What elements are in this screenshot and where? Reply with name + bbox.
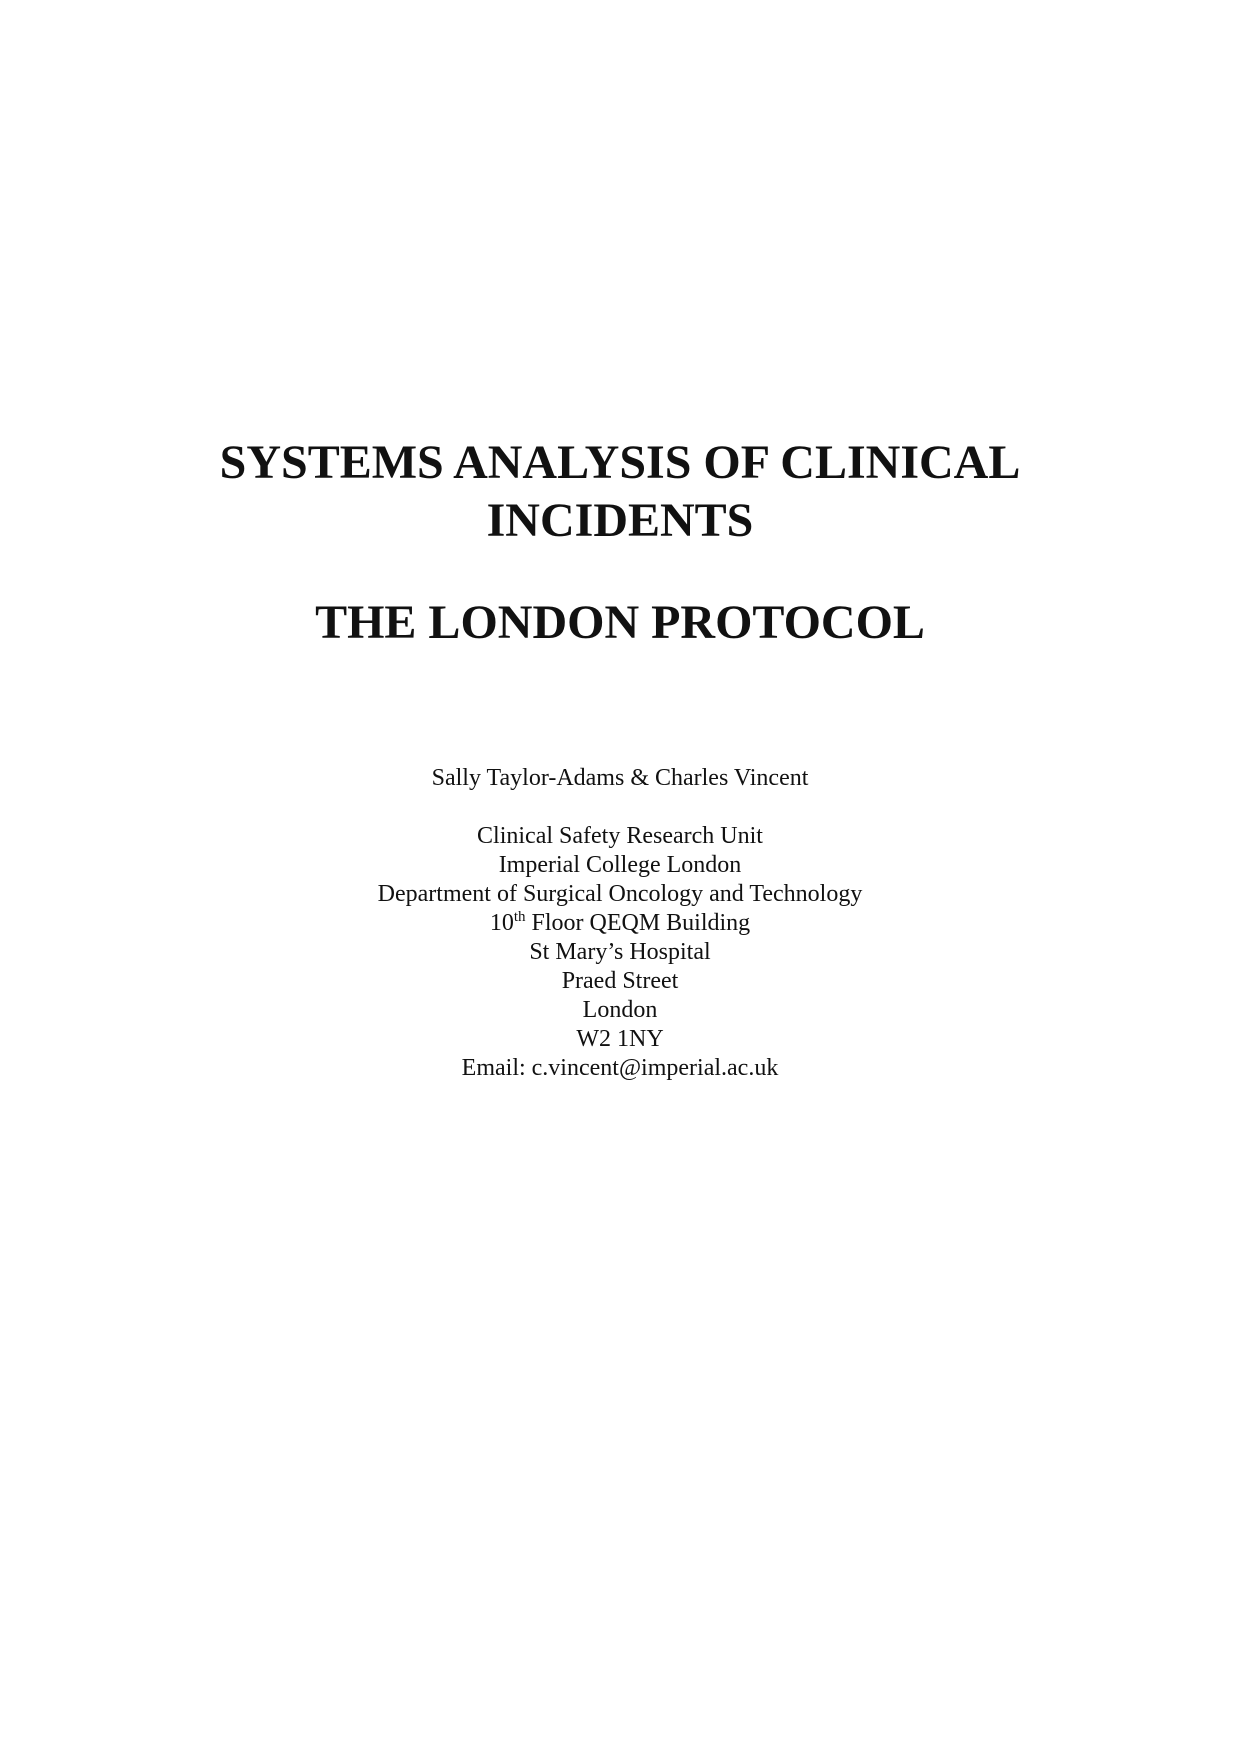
address-email: Email: c.vincent@imperial.ac.uk <box>461 1055 779 1081</box>
address-department: Department of Surgical Oncology and Technology <box>377 881 863 907</box>
address-postcode: W2 1NY <box>576 1026 664 1052</box>
floor-rest: Floor QEQM Building <box>525 910 751 936</box>
address-hospital: St Mary’s Hospital <box>529 939 711 965</box>
document-title <box>0 434 1240 550</box>
address-floor <box>0 909 1240 938</box>
address-city: London <box>582 997 658 1023</box>
document-subtitle: THE LONDON PROTOCOL <box>315 596 925 649</box>
title-line-2: INCIDENTS <box>486 494 754 547</box>
floor-suffix: th <box>513 909 526 925</box>
address-unit: Clinical Safety Research Unit <box>477 823 763 849</box>
floor-number: 10 <box>489 910 514 936</box>
address-street: Praed Street <box>561 968 679 994</box>
address-block <box>0 822 1240 1083</box>
address-college: Imperial College London <box>498 852 742 878</box>
authors: Sally Taylor-Adams & Charles Vincent <box>431 765 809 791</box>
title-line-1: SYSTEMS ANALYSIS OF CLINICAL <box>219 436 1021 489</box>
